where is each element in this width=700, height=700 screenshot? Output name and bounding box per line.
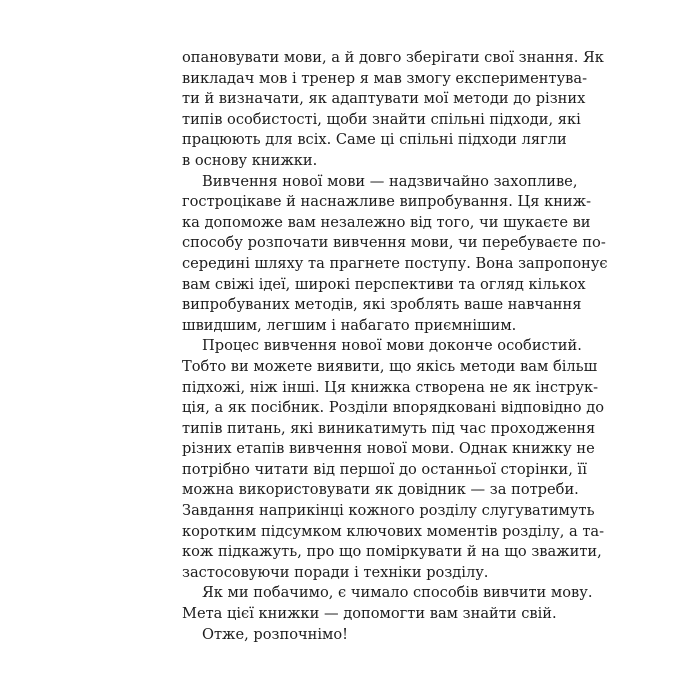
text-line: способу розпочати вивчення мови, чи перебуваєте по- (182, 234, 606, 252)
text-line: Завдання наприкінці кожного розділу слугуватимуть (182, 502, 595, 520)
text-line: ти й визначати, як адаптувати мої методи до різних (182, 90, 586, 108)
text-line: можна використовувати як довідник — за потреби. (182, 481, 579, 499)
text-line: вам свіжі ідеї, широкі перспективи та огляд кількох (182, 275, 586, 293)
text-line: опановувати мови, а й довго зберігати свої знання. Як (182, 49, 604, 66)
paragraph-4 (182, 583, 593, 624)
text-line: Процес вивчення нової мови доконче особистий. (202, 337, 582, 355)
text-line: випробуваних методів, які зроблять ваше навчання (182, 296, 582, 314)
text-line: Отже, розпочнімо! (202, 625, 349, 643)
text-line: Тобто ви можете виявити, що якісь методи вам більш (182, 357, 598, 375)
text-line: в основу книжки. (182, 151, 318, 169)
text-line: потрібно читати від першої до останньої сторінки, її (182, 460, 587, 478)
text-line: типів питань, які виникатимуть під час проходження (182, 419, 596, 437)
text-line: Як ми побачимо, є чимало способів вивчити мову. (202, 584, 593, 602)
text-line: викладач мов і тренер я мав змогу експериментува- (182, 69, 588, 87)
paragraph-2 (182, 172, 608, 337)
paragraph-3 (182, 336, 605, 583)
text-line: гостроцікаве й наснажливе випробування. Ця книж- (182, 193, 592, 211)
text-line: типів особистості, щоби знайти спільні підходи, які (182, 110, 581, 128)
text-line: кож підкажуть, про що поміркувати й на що зважити, (182, 543, 602, 561)
text-line: різних етапів вивчення нової мови. Однак книжку не (182, 440, 595, 458)
paragraph-5 (182, 625, 522, 646)
text-line: швидшим, легшим і набагато приємнішим. (182, 316, 517, 334)
text-line: працюють для всіх. Саме ці спільні підходи лягли (182, 131, 567, 149)
text-line: ція, а як посібник. Розділи впорядковані відповідно до (182, 399, 604, 417)
text-line: підхожі, ніж інші. Ця книжка створена не як інструк- (182, 378, 599, 396)
text-line: середині шляху та прагнете поступу. Вона запропонує (182, 254, 608, 272)
text-line: Вивчення нової мови — надзвичайно захопливе, (202, 172, 578, 190)
text-line: ка допоможе вам незалежно від того, чи шукаєте ви (182, 213, 591, 231)
text-line: застосовуючи поради і техніки розділу. (182, 563, 489, 581)
text-line: Мета цієї книжки — допомогти вам знайти свій. (182, 605, 557, 623)
body-text (182, 48, 608, 645)
paragraph-1 (182, 48, 604, 172)
text-line: коротким підсумком ключових моментів розділу, а та- (182, 522, 605, 540)
